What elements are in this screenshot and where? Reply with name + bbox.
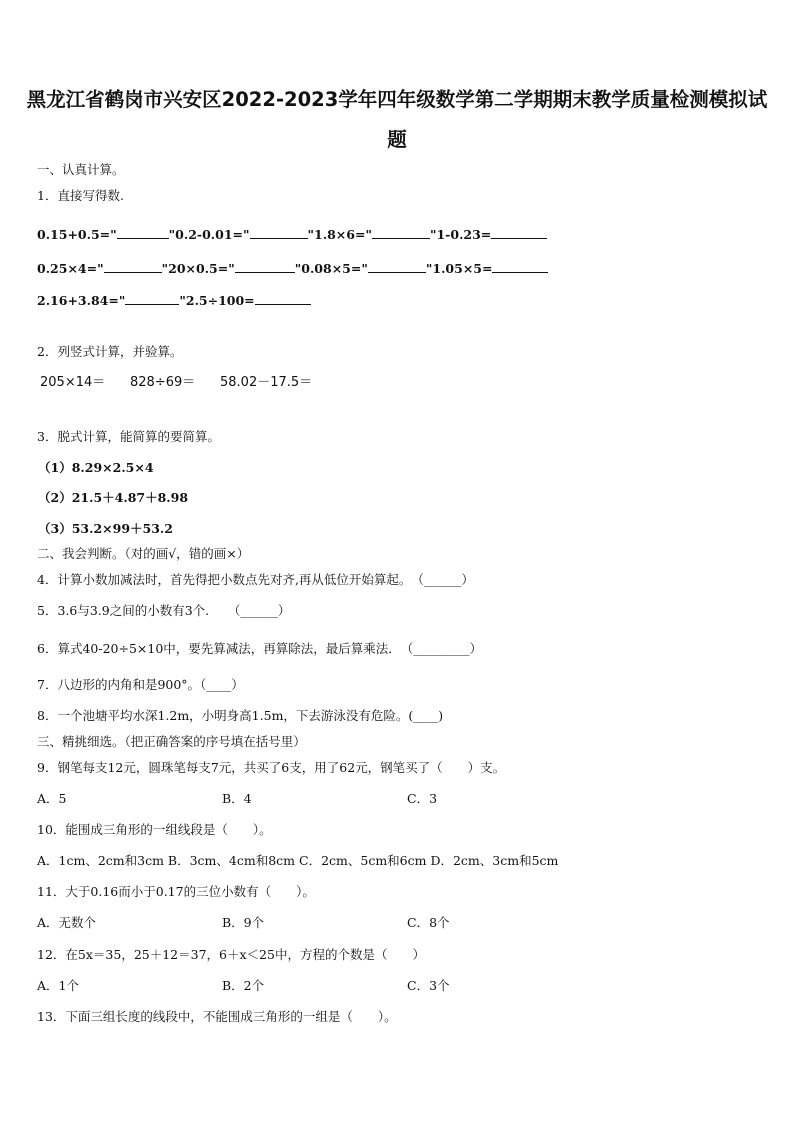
calc-item: "1.05×5= [425, 261, 493, 276]
calc-item: "1-0.23= [429, 227, 492, 242]
question-12-option-c[interactable]: C．3个 [407, 978, 450, 993]
section-heading-2: 二、我会判断。（对的画√，错的画×） [37, 546, 250, 561]
answer-blank[interactable] [372, 226, 430, 239]
calc-item: 0.15+0.5=" [37, 227, 117, 242]
question-8: 8．一个池塘平均水深1.2m，小明身高1.5m，下去游泳没有危险。(____) [37, 708, 444, 723]
question-1-label: 1．直接写得数. [37, 188, 124, 203]
question-5: 5．3.6与3.9之间的小数有3个. （______） [37, 603, 291, 618]
answer-blank[interactable] [250, 226, 308, 239]
vertical-calc-item: 828÷69＝ [130, 375, 196, 390]
answer-blank[interactable] [235, 260, 295, 273]
calc-item: 0.25×4=" [37, 261, 104, 276]
section-heading-3: 三、精挑细选。（把正确答案的序号填在括号里） [37, 734, 306, 749]
vertical-calc-item: 205×14＝ [40, 375, 106, 390]
question-11: 11．大于0.16而小于0.17的三位小数有（ ）。 [37, 884, 315, 899]
question-13: 13．下面三组长度的线段中，不能围成三角形的一组是（ ）。 [37, 1009, 397, 1024]
answer-blank[interactable] [492, 260, 548, 273]
question-12-option-a[interactable]: A．1个 [37, 978, 79, 993]
question-1-row-1 [37, 226, 547, 243]
question-2-label: 2．列竖式计算，并验算。 [37, 344, 183, 359]
calc-item: "20×0.5=" [161, 261, 235, 276]
answer-blank[interactable] [104, 260, 162, 273]
question-3-label: 3．脱式计算，能简算的要简算。 [37, 429, 220, 444]
answer-blank[interactable] [255, 292, 311, 305]
question-1-row-3 [37, 292, 311, 309]
question-11-option-b[interactable]: B．9个 [222, 915, 265, 930]
calc-item: "2.5÷100= [179, 293, 255, 308]
calc-item: "0.2-0.01=" [168, 227, 250, 242]
question-12-option-b[interactable]: B．2个 [222, 978, 265, 993]
question-1-row-2 [37, 260, 548, 277]
question-3-item-2: （2）21.5＋4.87＋8.98 [38, 490, 189, 505]
calc-item: "1.8×6=" [307, 227, 372, 242]
question-11-option-a[interactable]: A．无数个 [37, 915, 97, 930]
question-4: 4．计算小数加减法时，首先得把小数点先对齐,再从低位开始算起。 （______） [37, 572, 474, 587]
calc-item: "0.08×5=" [294, 261, 368, 276]
calc-item: 2.16+3.84=" [37, 293, 126, 308]
question-9-option-c[interactable]: C．3 [407, 791, 438, 806]
question-6: 6．算式40-20÷5×10中，要先算减法，再算除法，最后算乘法． （_________） [37, 641, 483, 656]
question-3-item-1: （1）8.29×2.5×4 [38, 460, 154, 475]
answer-blank[interactable] [491, 226, 547, 239]
answer-blank[interactable] [125, 292, 179, 305]
question-11-option-c[interactable]: C．8个 [407, 915, 450, 930]
question-9-option-a[interactable]: A．5 [37, 791, 67, 806]
question-10: 10．能围成三角形的一组线段是（ ）。 [37, 822, 272, 837]
answer-blank[interactable] [117, 226, 169, 239]
question-10-options[interactable]: A．1cm、2cm和3cm B．3cm、4cm和8cm C．2cm、5cm和6cm D．2cm、3cm和5cm [37, 853, 559, 868]
section-heading-1: 一、认真计算。 [37, 162, 125, 177]
question-7: 7．八边形的内角和是900°。（____） [37, 677, 244, 692]
document-title-line-1: 黑龙江省鹤岗市兴安区2022-2023学年四年级数学第二学期期末教学质量检测模拟试 [26, 88, 768, 111]
vertical-calc-item: 58.02－17.5＝ [220, 375, 313, 390]
question-3-item-3: （3）53.2×99＋53.2 [38, 521, 173, 536]
question-12: 12．在5x＝35，25＋12＝37，6＋x＜25中，方程的个数是（ ） [37, 947, 425, 962]
question-2-items [40, 375, 312, 391]
question-9: 9．钢笔每支12元，圆珠笔每支7元，共买了6支，用了62元，钢笔买了（ ）支。 [37, 760, 506, 775]
answer-blank[interactable] [368, 260, 426, 273]
question-9-option-b[interactable]: B．4 [222, 791, 252, 806]
document-title-line-2: 题 [387, 128, 407, 151]
